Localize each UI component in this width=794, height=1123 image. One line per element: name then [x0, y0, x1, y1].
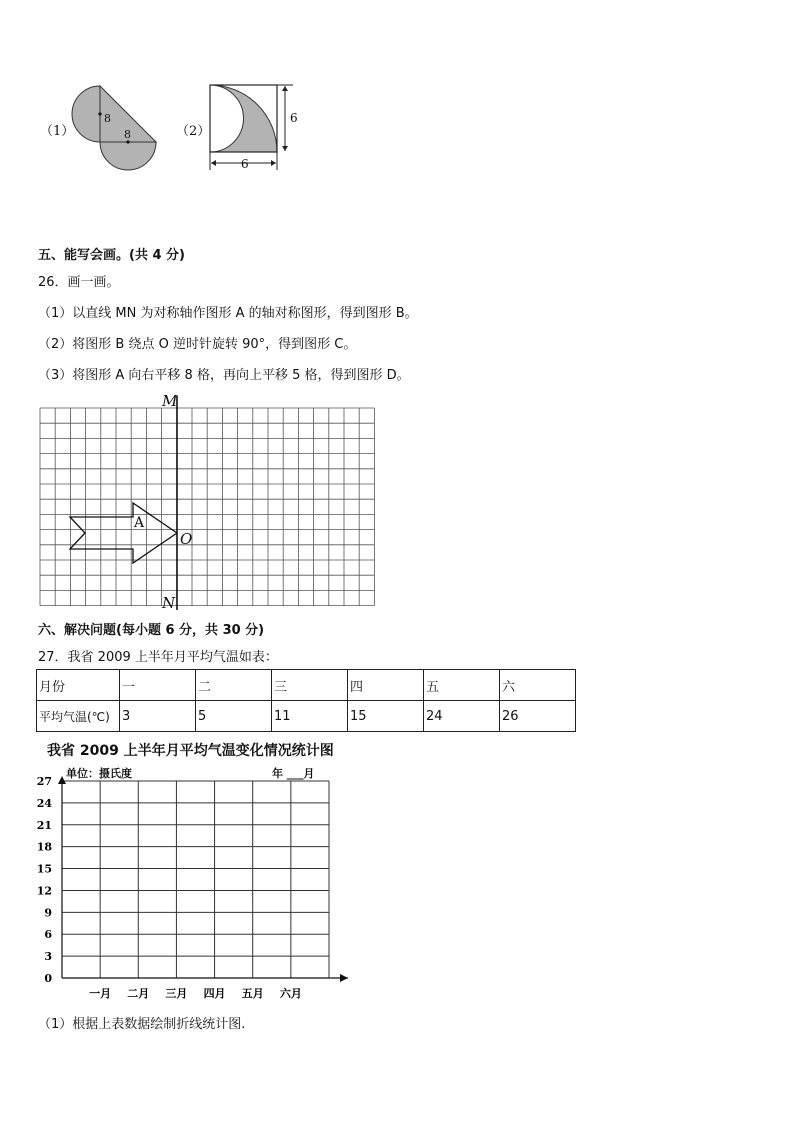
fig1-dim-b: 8 — [124, 128, 131, 141]
fig2-label: （2） — [176, 124, 211, 139]
fig2-dim-side: 6 — [290, 111, 298, 125]
chart-xtick-label: 一月 — [89, 987, 112, 1000]
table-row — [37, 701, 576, 732]
table-cell: 平均气温(℃) — [37, 701, 120, 732]
section6-heading: 六、解决问题(每小题 6 分，共 30 分) — [38, 623, 265, 638]
fig2-shaded-region — [210, 85, 277, 152]
shape-a-arrow — [70, 503, 177, 563]
q26-item-2: （2）将图形 B 绕点 O 逆时针旋转 90°，得到图形 C。 — [38, 337, 357, 352]
chart-ytick-label: 15 — [36, 862, 52, 876]
fig2-diagram — [205, 80, 305, 175]
table-cell: 月份 — [37, 670, 120, 701]
fig1-dim-a: 8 — [104, 112, 111, 125]
chart-ytick-label: 9 — [44, 906, 52, 920]
table-cell: 五 — [424, 670, 500, 701]
chart-ytick-label: 21 — [36, 818, 52, 832]
shape-label-a: A — [134, 515, 145, 531]
table-cell: 5 — [196, 701, 272, 732]
chart-xtick-label: 五月 — [241, 987, 264, 1000]
chart-ytick-label: 6 — [44, 928, 52, 942]
chart-ytick-label: 24 — [36, 796, 52, 810]
chart-y-axis-arrow — [58, 776, 66, 784]
chart-ytick-label: 12 — [36, 884, 52, 898]
table-cell: 四 — [348, 670, 424, 701]
chart-xtick-label: 四月 — [203, 987, 226, 1000]
point-label-o: O — [180, 530, 193, 548]
fig1-left-semicircle — [72, 86, 100, 142]
temperature-table — [36, 669, 576, 732]
axis-label-n: N — [162, 594, 176, 612]
chart-xtick-label: 三月 — [165, 987, 188, 1000]
fig1-diagram — [60, 80, 170, 175]
fig1-bottom-semicircle — [100, 142, 156, 170]
table-cell: 3 — [120, 701, 196, 732]
axis-label-m: M — [162, 392, 178, 410]
table-cell: 三 — [272, 670, 348, 701]
chart-xtick-label: 六月 — [279, 987, 302, 1000]
table-cell: 一 — [120, 670, 196, 701]
chart-x-axis-arrow — [340, 974, 348, 982]
table-row — [37, 670, 576, 701]
table-cell: 24 — [424, 701, 500, 732]
q27-title: 27．我省 2009 上半年月平均气温如表： — [38, 650, 278, 665]
table-cell: 26 — [500, 701, 576, 732]
table-cell: 11 — [272, 701, 348, 732]
table-cell: 二 — [196, 670, 272, 701]
chart-ytick-label: 27 — [36, 775, 52, 788]
chart-ytick-label: 18 — [36, 840, 52, 854]
chart-title: 我省 2009 上半年月平均气温变化情况统计图 — [47, 743, 334, 759]
section5-heading: 五、能写会画。(共 4 分) — [38, 248, 185, 263]
q26-title: 26．画一画。 — [38, 275, 120, 290]
fig2-dim-bottom: 6 — [241, 157, 249, 171]
chart-svg — [30, 770, 360, 1005]
q26-item-1: （1）以直线 MN 为对称轴作图形 A 的轴对称图形，得到图形 B。 — [38, 306, 418, 321]
chart-unit-label: 单位：摄氏度 — [66, 767, 132, 780]
fig1-label: （1） — [40, 124, 75, 139]
table-cell: 15 — [348, 701, 424, 732]
chart-date-label: 年 ___月 — [272, 767, 315, 780]
table-cell: 六 — [500, 670, 576, 701]
q26-item-3: （3）将图形 A 向右平移 8 格，再向上平移 5 格，得到图形 D。 — [38, 368, 410, 383]
chart-ytick-label: 0 — [44, 972, 52, 985]
chart-ytick-label: 3 — [44, 950, 52, 964]
transform-grid — [38, 394, 378, 612]
chart-xtick-label: 二月 — [127, 987, 150, 1000]
fig1-center-dot-1 — [98, 112, 101, 115]
q27-sub1: （1）根据上表数据绘制折线统计图. — [38, 1017, 246, 1032]
